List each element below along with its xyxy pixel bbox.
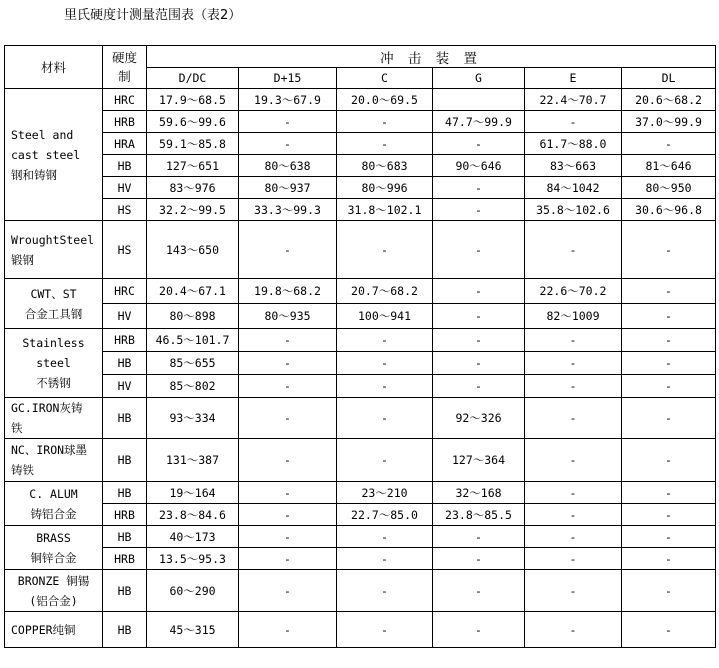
range-cell: 85～802 [147,375,239,398]
range-cell: - [525,504,622,526]
range-cell: - [239,526,337,548]
material-cell: C. ALUM 铸铝合金 [5,482,103,526]
range-cell: 20.7～68.2 [337,279,433,304]
scale-cell: HB [103,482,147,504]
scale-cell: HB [103,526,147,548]
range-cell: - [525,221,622,279]
range-cell: - [525,352,622,375]
range-cell: - [433,304,525,329]
range-cell: - [622,439,716,482]
table-row [5,199,716,221]
range-cell: 33.3～99.3 [239,199,337,221]
range-cell: - [525,526,622,548]
material-cell: NC、IRON球墨 铸铁 [5,439,103,482]
range-cell: - [239,111,337,133]
table-body [5,89,716,648]
scale-cell: HRB [103,111,147,133]
range-cell: 22.7～85.0 [337,504,433,526]
range-cell: - [239,612,337,648]
range-cell: 59.6～99.6 [147,111,239,133]
range-cell: 47.7～99.9 [433,111,525,133]
scale-cell: HB [103,439,147,482]
table-row [5,526,716,548]
range-cell: - [622,548,716,570]
range-cell: 83～663 [525,155,622,177]
scale-cell: HB [103,398,147,439]
range-cell: 82～1009 [525,304,622,329]
range-cell: 84～1042 [525,177,622,199]
range-cell: - [433,375,525,398]
range-cell: - [337,398,433,439]
table-row [5,329,716,352]
range-cell: 23.8～84.6 [147,504,239,526]
material-cell: WroughtSteel 锻钢 [5,221,103,279]
table-row [5,352,716,375]
range-cell: - [433,199,525,221]
range-cell: 23～210 [337,482,433,504]
table-row [5,177,716,199]
range-cell: - [337,548,433,570]
range-cell: - [525,548,622,570]
range-cell: - [622,570,716,612]
range-cell: 32.2～99.5 [147,199,239,221]
range-cell: 19～164 [147,482,239,504]
range-cell: 80～950 [622,177,716,199]
range-cell: - [239,570,337,612]
range-cell: 143～650 [147,221,239,279]
range-cell: - [622,398,716,439]
range-cell: - [239,221,337,279]
range-cell: 93～334 [147,398,239,439]
table-row [5,89,716,111]
header-row-top [5,46,716,68]
table-row [5,375,716,398]
range-cell: - [337,221,433,279]
range-cell: 17.9～68.5 [147,89,239,111]
table-row [5,155,716,177]
scale-cell: HRC [103,279,147,304]
range-cell: - [525,375,622,398]
range-cell: 80～638 [239,155,337,177]
range-cell: - [525,111,622,133]
material-cell: COPPER纯铜 [5,612,103,648]
device-header-d15: D+15 [239,68,337,89]
table-row [5,221,716,279]
material-cell: Steel and cast steel 钢和铸钢 [5,89,103,221]
range-cell: - [337,570,433,612]
range-cell: - [525,612,622,648]
device-header-c: C [337,68,433,89]
table-row [5,570,716,612]
range-cell: 80～898 [147,304,239,329]
range-cell: - [337,439,433,482]
range-cell: 131～387 [147,439,239,482]
range-cell: - [525,439,622,482]
range-cell: 90～646 [433,155,525,177]
range-cell: - [433,548,525,570]
range-cell: - [433,526,525,548]
range-cell: 30.6～96.8 [622,199,716,221]
table-row [5,304,716,329]
table-row [5,439,716,482]
range-cell: - [239,352,337,375]
scale-header: 硬度 制 [103,46,147,89]
range-cell: 92～326 [433,398,525,439]
range-cell: - [433,329,525,352]
scale-cell: HV [103,375,147,398]
range-cell: - [622,279,716,304]
range-cell: - [622,304,716,329]
impact-device-header: 冲 击 装 置 [147,46,716,68]
scale-cell: HB [103,570,147,612]
material-cell: BRONZE 铜锡 (铝合金) [5,570,103,612]
range-cell: 13.5～95.3 [147,548,239,570]
range-cell: 59.1～85.8 [147,133,239,155]
range-cell: - [433,177,525,199]
table-row [5,482,716,504]
scale-cell: HV [103,177,147,199]
range-cell: - [337,329,433,352]
range-cell: - [433,133,525,155]
scale-cell: HB [103,352,147,375]
range-cell: - [239,548,337,570]
range-cell: 80～996 [337,177,433,199]
range-cell: - [239,482,337,504]
scale-cell: HV [103,304,147,329]
range-cell: 80～937 [239,177,337,199]
scale-cell: HRB [103,329,147,352]
range-cell: 35.8～102.6 [525,199,622,221]
range-cell: - [525,329,622,352]
range-cell: - [239,398,337,439]
page-title: 里氏硬度计测量范围表（表2） [64,8,242,23]
range-cell: 22.4～70.7 [525,89,622,111]
scale-cell: HS [103,199,147,221]
range-cell: - [337,612,433,648]
range-cell: - [622,221,716,279]
range-cell: - [239,439,337,482]
range-cell: - [622,133,716,155]
scale-cell: HRB [103,504,147,526]
range-cell: - [433,279,525,304]
material-cell: Stainless steel 不锈钢 [5,329,103,398]
range-cell: 60～290 [147,570,239,612]
range-cell: - [433,221,525,279]
device-header-d-dc: D/DC [147,68,239,89]
table-row [5,548,716,570]
material-cell: BRASS 铜锌合金 [5,526,103,570]
range-cell: - [239,375,337,398]
range-cell: - [239,133,337,155]
range-cell: - [622,504,716,526]
device-header-dl: DL [622,68,716,89]
range-cell: 31.8～102.1 [337,199,433,221]
range-cell: - [337,133,433,155]
material-header: 材料 [5,46,103,89]
range-cell: 40～173 [147,526,239,548]
range-cell: 23.8～85.5 [433,504,525,526]
range-cell: 32～168 [433,482,525,504]
range-cell: - [337,375,433,398]
range-cell: 80～935 [239,304,337,329]
range-cell: - [622,329,716,352]
table-row [5,398,716,439]
scale-cell: HRA [103,133,147,155]
range-cell: 37.0～99.9 [622,111,716,133]
range-cell: 100～941 [337,304,433,329]
range-cell: - [525,482,622,504]
range-cell: - [622,352,716,375]
scale-cell: HB [103,612,147,648]
device-header-g: G [433,68,525,89]
material-cell: CWT、ST 合金工具钢 [5,279,103,329]
range-cell: 45～315 [147,612,239,648]
range-cell: - [337,352,433,375]
material-cell: GC.IRON灰铸 铁 [5,398,103,439]
table-row [5,111,716,133]
range-cell: - [525,398,622,439]
range-cell: - [239,504,337,526]
range-cell: 127～364 [433,439,525,482]
range-cell: 46.5～101.7 [147,329,239,352]
table-row [5,504,716,526]
hardness-range-table [4,45,716,648]
range-cell [433,89,525,111]
range-cell: - [622,375,716,398]
range-cell: 80～683 [337,155,433,177]
range-cell: - [433,612,525,648]
range-cell: 61.7～88.0 [525,133,622,155]
range-cell: 81～646 [622,155,716,177]
scale-cell: HS [103,221,147,279]
device-header-e: E [525,68,622,89]
table-row [5,279,716,304]
range-cell: 20.0～69.5 [337,89,433,111]
range-cell: 22.6～70.2 [525,279,622,304]
range-cell: 19.8～68.2 [239,279,337,304]
range-cell: 83～976 [147,177,239,199]
range-cell: - [433,352,525,375]
range-cell: - [239,329,337,352]
range-cell: - [622,526,716,548]
scale-cell: HB [103,155,147,177]
range-cell: 20.6～68.2 [622,89,716,111]
scale-cell: HRB [103,548,147,570]
table-row [5,612,716,648]
range-cell: 19.3～67.9 [239,89,337,111]
range-cell: - [433,570,525,612]
range-cell: - [525,570,622,612]
range-cell: - [622,612,716,648]
range-cell: 127～651 [147,155,239,177]
range-cell: 20.4～67.1 [147,279,239,304]
range-cell: - [622,482,716,504]
range-cell: - [337,526,433,548]
range-cell: 85～655 [147,352,239,375]
table-row [5,133,716,155]
scale-cell: HRC [103,89,147,111]
range-cell: - [337,111,433,133]
